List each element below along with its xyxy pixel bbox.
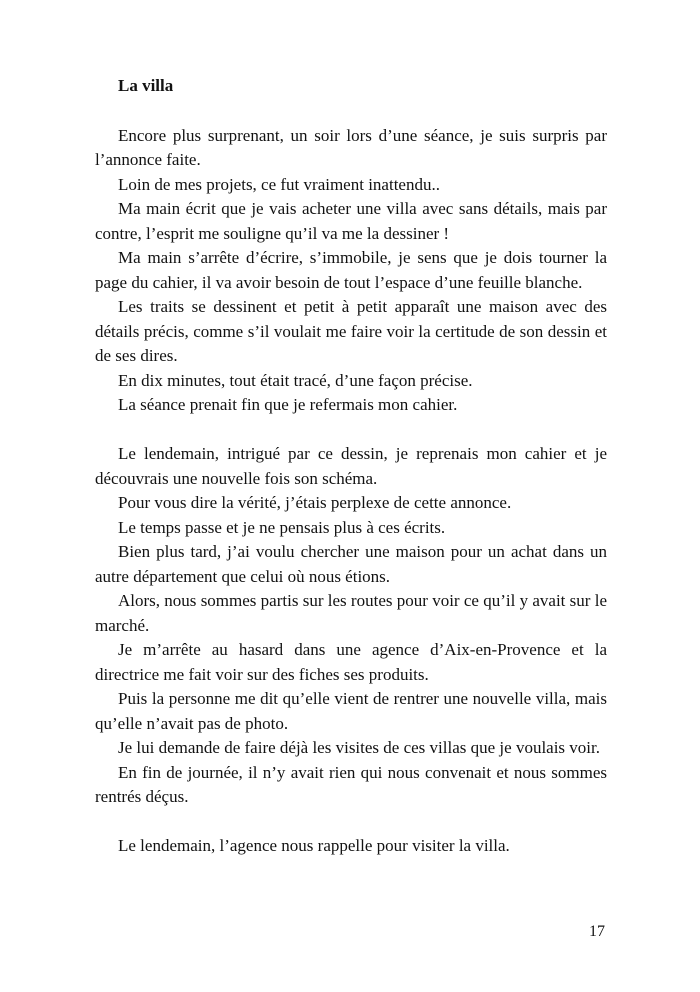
paragraph: Le lendemain, l’agence nous rappelle pour visiter la villa.: [118, 836, 510, 855]
paragraph: Pour vous dire la vérité, j’étais perplexe de cette annonce.: [118, 493, 512, 512]
paragraph: Alors, nous sommes partis sur les routes pour voir ce qu’il y avait sur le marché.: [95, 591, 607, 635]
paragraph: Les traits se dessinent et petit à petit apparaît une maison avec des détails précis, comme s’il voulait me faire voir la certitude de son dessin et de ses dires.: [95, 297, 607, 365]
paragraph: Loin de mes projets, ce fut vraiment inattendu..: [118, 174, 440, 194]
paragraph: Je m’arrête au hasard dans une agence d’Aix-en-Provence et la directrice me fait voir sur des fiches ses produits.: [95, 640, 607, 684]
paragraph: Je lui demande de faire déjà les visites de ces villas que je voulais voir.: [118, 738, 600, 757]
paragraph: En fin de journée, il n’y avait rien qui nous convenait et nous sommes rentrés déçus.: [95, 762, 607, 806]
paragraph: La séance prenait fin que je refermais mon cahier.: [118, 395, 458, 414]
paragraph: Ma main s’arrête d’écrire, s’immobile, je sens que je dois tourner la page du cahier, il va avoir besoin de tout l’espace d’une feuille blanche.: [95, 248, 607, 292]
paragraph: En dix minutes, tout était tracé, d’une façon précise.: [118, 370, 473, 390]
chapter-title: La villa: [118, 76, 174, 95]
paragraph: Puis la personne me dit qu’elle vient de rentrer une nouvelle villa, mais qu’elle n’avait pas de photo.: [95, 689, 607, 733]
paragraph: Le lendemain, intrigué par ce dessin, je reprenais mon cahier et je découvrais une nouvelle fois son schéma.: [95, 444, 607, 488]
text-block: [95, 74, 607, 859]
paragraph-list: [95, 124, 607, 859]
paragraph: Ma main écrit que je vais acheter une villa avec sans détails, mais par contre, l’esprit me souligne qu’il va me la dessiner !: [95, 199, 607, 243]
paragraph: Le temps passe et je ne pensais plus à ces écrits.: [118, 517, 446, 537]
page-number: 17: [589, 923, 605, 940]
paragraph: Encore plus surprenant, un soir lors d’une séance, je suis surpris par l’annonce faite.: [95, 125, 607, 169]
paragraph: Bien plus tard, j’ai voulu chercher une maison pour un achat dans un autre département que celui où nous étions.: [95, 542, 607, 586]
